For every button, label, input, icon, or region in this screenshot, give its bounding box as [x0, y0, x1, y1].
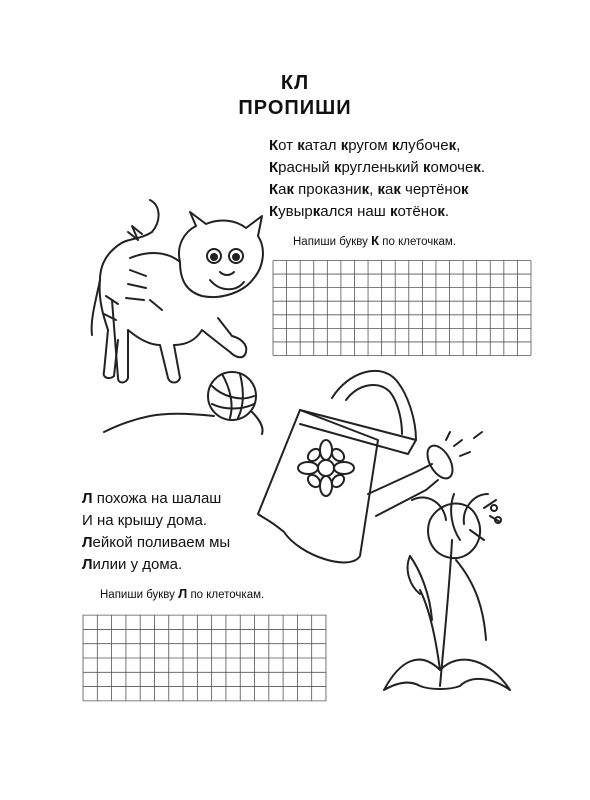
poem-text: з: [338, 181, 345, 198]
page-letters-heading: КЛ: [280, 72, 310, 94]
highlighted-letter: К: [269, 159, 279, 176]
highlighted-letter: Л: [82, 534, 93, 551]
poem-text: ался наш: [320, 203, 390, 220]
highlighted-letter: к: [377, 181, 385, 198]
highlighted-letter: к: [393, 181, 401, 198]
poem-text: илии у дома.: [92, 556, 183, 573]
instruction-text: Напиши букву: [293, 236, 372, 248]
highlighted-letter: к: [437, 203, 445, 220]
highlighted-letter: К: [269, 181, 279, 198]
yarn-ball-illustration: [104, 372, 263, 434]
highlighted-letter: К: [269, 203, 279, 220]
page-title: ПРОПИШИ: [238, 97, 352, 119]
instruction-text: по клеточкам.: [379, 236, 457, 248]
poem-text: а: [278, 181, 287, 198]
instruction-text: по клеточкам.: [187, 589, 265, 601]
instruction-text: Напиши букву: [100, 589, 179, 601]
poem-text: прока: [294, 181, 339, 198]
poem-text: атал: [304, 137, 341, 154]
poem-text: .: [480, 159, 485, 176]
highlighted-letter: к: [333, 159, 342, 176]
poem-text: похожа на шалаш: [92, 490, 222, 507]
cat-illustration: [92, 200, 263, 383]
poem-text: ругленький: [341, 159, 423, 176]
poem-text: а: [385, 181, 394, 198]
lily-flower-illustration: [384, 494, 510, 690]
highlighted-letter: к: [361, 181, 370, 198]
highlighted-letter: к: [473, 159, 481, 176]
poem-text: ейкой поливаем мы: [92, 534, 231, 551]
instruction-letter: К: [371, 233, 380, 248]
highlighted-letter: к: [391, 137, 400, 154]
highlighted-letter: К: [269, 137, 279, 154]
poem-text: ругом: [348, 137, 392, 154]
poem-text: ,: [369, 181, 378, 198]
highlighted-letter: Л: [82, 556, 93, 573]
poem-text: ни: [344, 181, 362, 198]
poem-text: И на крышу дома.: [82, 512, 208, 529]
poem-text: отёно: [397, 203, 438, 220]
can-flower-decoration: [298, 440, 354, 496]
poem-text: увыр: [278, 203, 313, 220]
poem-text: лубоче: [399, 137, 449, 154]
highlighted-letter: к: [448, 137, 457, 154]
poem-text: чертёно: [400, 181, 462, 198]
highlighted-letter: к: [286, 181, 295, 198]
highlighted-letter: к: [312, 203, 321, 220]
highlighted-letter: Л: [82, 490, 93, 507]
poem-text: ,: [456, 137, 461, 154]
watering-can-illustration: [258, 371, 482, 563]
highlighted-letter: к: [389, 203, 398, 220]
poem-text: .: [444, 203, 450, 220]
instruction-letter: Л: [178, 586, 188, 601]
poem-text: расный: [278, 159, 334, 176]
poem-text: от: [278, 137, 298, 154]
poem-text: омоче: [430, 159, 474, 176]
highlighted-letter: к: [297, 137, 305, 154]
highlighted-letter: к: [461, 181, 469, 198]
highlighted-letter: к: [340, 137, 349, 154]
highlighted-letter: к: [422, 159, 431, 176]
